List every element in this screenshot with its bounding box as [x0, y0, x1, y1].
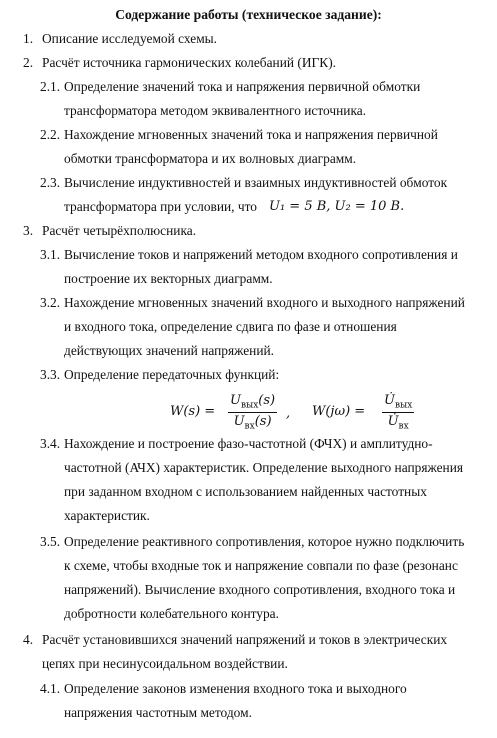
subitem-text: обмотки трансформатора и их волновых диаграмм.: [64, 151, 357, 166]
item-number: 4.: [23, 632, 34, 647]
item-number: 3.: [23, 223, 34, 238]
denominator-symbol: U̇: [387, 413, 399, 429]
subitem-number: 2.3.: [40, 175, 61, 190]
denominator-symbol: U: [233, 413, 245, 429]
page-title: Содержание работы (техническое задание):: [115, 7, 382, 22]
voltage-condition: U₁ = 5 В, U₂ = 10 В.: [269, 199, 405, 214]
subitem-text: Нахождение и построение фазо-частотной (ФЧХ) и амплитудно-: [64, 436, 433, 451]
subitem-number: 3.3.: [40, 367, 61, 382]
subitem-number: 2.1.: [40, 79, 61, 94]
subitem-text: напряжения частотным методом.: [64, 705, 252, 720]
subitem-number: 3.4.: [40, 436, 61, 451]
formula-lhs-jw: W(jω) =: [312, 404, 366, 419]
numerator-subscript: вых: [240, 400, 259, 411]
subitem-text: Определение реактивного сопротивления, которое нужно подключить: [64, 534, 465, 549]
subitem-text: действующих значений напряжений.: [64, 343, 275, 358]
subitem-text: напряжений). Вычисление входного сопротивления, входного тока и: [64, 582, 456, 597]
denominator-subscript: вх: [398, 421, 409, 432]
subitem-text: построение их векторных диаграмм.: [64, 271, 273, 286]
subitem-number: 4.1.: [40, 681, 61, 696]
item-text: Расчёт установившихся значений напряжений и токов в электрических: [42, 632, 448, 647]
subitem-number: 2.2.: [40, 127, 61, 142]
subitem-number: 3.1.: [40, 247, 61, 262]
denominator-subscript: вх: [244, 421, 255, 432]
item-text: Расчёт источника гармонических колебаний (ИГК).: [42, 55, 337, 70]
subitem-text: Определение значений тока и напряжения первичной обмотки: [64, 79, 421, 94]
item-text: цепях при несинусоидальном воздействии.: [42, 656, 288, 671]
item-number: 1.: [23, 31, 34, 46]
numerator-subscript: вых: [394, 400, 413, 411]
subitem-number: 3.2.: [40, 295, 61, 310]
subitem-text: к схеме, чтобы входные ток и напряжение совпали по фазе (резонанс: [64, 558, 458, 573]
formula-comma: ,: [286, 406, 291, 421]
transfer-function-formula: [170, 393, 430, 433]
formula-lhs-s: W(s) =: [170, 404, 216, 419]
subitem-text: и входного тока, определение сдвига по фазе и отношения: [64, 319, 397, 334]
subitem-number: 3.5.: [40, 534, 61, 549]
subitem-text: Определение передаточных функций:: [64, 367, 280, 382]
fraction-wjw: [382, 393, 414, 431]
subitem-text: характеристик.: [64, 508, 150, 523]
item-text: Описание исследуемой схемы.: [42, 31, 218, 46]
subitem-text: Нахождение мгновенных значений входного и выходного напряжений: [64, 295, 465, 310]
subitem-text: трансформатора при условии, что: [64, 199, 257, 214]
numerator-symbol: U: [230, 393, 241, 408]
subitem-text: Вычисление токов и напряжений методом входного сопротивления и: [64, 247, 458, 262]
subitem-text: при заданном входном с использованием найденных частотных: [64, 484, 427, 499]
fraction-ws: [228, 393, 277, 431]
item-text: Расчёт четырёхполюсника.: [42, 223, 197, 238]
numerator-symbol: U̇: [384, 393, 395, 408]
subitem-text: Вычисление индуктивностей и взаимных индуктивностей обмоток: [64, 175, 448, 190]
subitem-text: Нахождение мгновенных значений тока и напряжения первичной: [64, 127, 438, 142]
item-number: 2.: [23, 55, 34, 70]
subitem-text: Определение законов изменения входного тока и выходного: [64, 681, 407, 696]
numerator-arg: (s): [258, 393, 276, 408]
denominator-arg: (s): [254, 413, 272, 429]
subitem-text: трансформатора методом эквивалентного источника.: [64, 103, 367, 118]
subitem-text: частотной (АЧХ) характеристик. Определение выходного напряжения: [64, 460, 464, 475]
subitem-text: добротности колебательного контура.: [64, 606, 279, 621]
